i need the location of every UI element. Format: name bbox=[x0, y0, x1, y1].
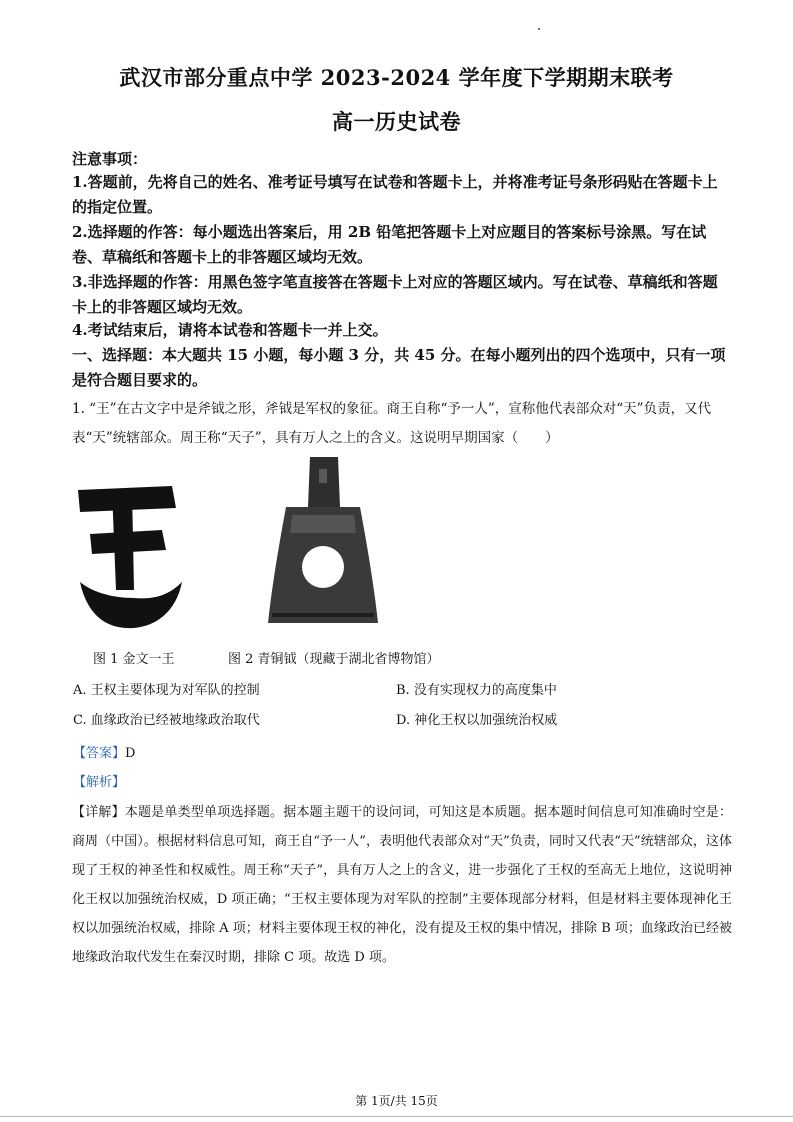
answer-label: 【答案】 bbox=[73, 746, 126, 761]
analysis-line bbox=[73, 771, 125, 790]
analysis-label: 【解析】 bbox=[73, 775, 126, 790]
bronze-script-wang-figure bbox=[76, 486, 186, 634]
exam-subtitle: 高一历史试卷 bbox=[332, 109, 461, 134]
option-b: B. 没有实现权力的高度集中 bbox=[396, 683, 557, 698]
speck bbox=[538, 28, 540, 30]
bottom-rule bbox=[0, 1116, 793, 1117]
answer-value: D bbox=[125, 746, 136, 761]
option-c: C. 血缘政治已经被地缘政治取代 bbox=[73, 713, 260, 728]
bronze-yue-axe-figure bbox=[262, 455, 382, 630]
notice-item-1: 1.答题前，先将自己的姓名、准考证号填写在试卷和答题卡上，并将准考证号条形码贴在答题卡上的指定位置。 bbox=[72, 173, 718, 216]
detail-explanation: 【详解】本题是单类型单项选择题。据本题主题干的设问词，可知这是本质题。据本题时间信息可知准确时空是：商周（中国）。根据材料信息可知，商王自“予一人”，表明他代表部众对“天”负责，同时又代表“天”统辖部众，这体现了王权的神圣性和权威性。周王称“天子”，具有万人之上的含义，进一步强化了王权的至高无上地位，这说明神化王权以加强统治权威，D 项正确；“王权主要体现为对军队的控制”主要体现部分材料，但是材料主要体现神化王权以加强统治权威，排除 A 项；材料主要体现王权的神化，没有提及王权的集中情况，排除 B 项；血缘政治已经被地缘政治取代发生在秦汉时期，排除 C 项。故选 D 项。 bbox=[72, 805, 732, 965]
figure-2-caption: 图 2 青铜钺（现藏于湖北省博物馆） bbox=[228, 652, 440, 667]
notice-item-3: 3.非选择题的作答：用黑色签字笔直接答在答题卡上对应的答题区域内。写在试卷、草稿纸和答题卡上的非答题区域均无效。 bbox=[72, 273, 718, 316]
notice-item-2: 2.选择题的作答：每小题选出答案后，用 2B 铅笔把答题卡上对应题目的答案标号涂黑。写在试卷、草稿纸和答题卡上的非答题区域均无效。 bbox=[72, 223, 707, 266]
exam-title: 武汉市部分重点中学 2023-2024 学年度下学期期末联考 bbox=[119, 65, 674, 90]
notice-heading: 注意事项： bbox=[72, 150, 148, 168]
option-d: D. 神化王权以加强统治权威 bbox=[396, 713, 558, 728]
section-heading: 一、选择题：本大题共 15 小题，每小题 3 分，共 45 分。在每小题列出的四个选项中，只有一项是符合题目要求的。 bbox=[72, 346, 726, 389]
option-a: A. 王权主要体现为对军队的控制 bbox=[73, 683, 260, 698]
answer-line bbox=[73, 742, 135, 761]
page-number: 第 1页/共 15页 bbox=[355, 1094, 438, 1108]
figure-1-caption: 图 1 金文一王 bbox=[93, 652, 175, 667]
notice-item-4: 4.考试结束后，请将本试卷和答题卡一并上交。 bbox=[72, 321, 388, 339]
question-stem: 1. “王”在古文字中是斧钺之形，斧钺是军权的象征。商王自称“予一人”，宣称他代表部众对“天”负责，又代表“天”统辖部众。周王称“天子”，具有万人之上的含义。这说明早期国家（ ） bbox=[72, 401, 712, 446]
